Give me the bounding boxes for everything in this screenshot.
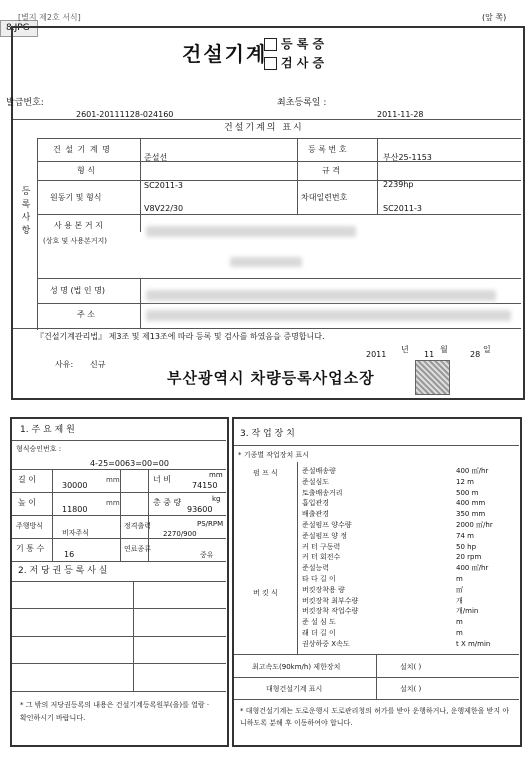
work-item-label: 타 다 길 이 xyxy=(302,575,336,583)
cylinder-label: 기 통 수 xyxy=(16,544,45,553)
work-item-label: 커 터 구동력 xyxy=(302,543,341,551)
output-label: 정격출력 xyxy=(124,522,152,530)
issue-number-value: 2601-20111128-024160 xyxy=(76,110,174,119)
length-unit-mark: mm xyxy=(106,476,120,484)
issue-year: 2011 xyxy=(366,350,387,359)
address-label: 주 소 xyxy=(77,310,95,319)
approval-value: 4-25=0063=00=00 xyxy=(90,459,169,468)
registration-vertical-label: 등록사항 xyxy=(21,187,31,236)
work-item-value: 12 m xyxy=(456,478,474,486)
base-location-redacted-2 xyxy=(230,257,302,267)
work-item-value: t X m/min xyxy=(456,640,491,648)
pump-type-label: 펌 프 식 xyxy=(253,469,278,477)
weight-label: 총 중 량 xyxy=(153,498,182,507)
day-unit: 일 xyxy=(483,345,491,354)
work-item-value: 개 xyxy=(456,597,463,605)
base-location-sublabel: (상호 및 사용본거지) xyxy=(43,237,108,245)
work-item-label: 토출배송거리 xyxy=(302,489,343,497)
work-item-value: 2000 ㎥/hr xyxy=(456,521,493,529)
engine-value: V8V22/30 xyxy=(144,204,184,213)
speed-limiter-value: 설치( ) xyxy=(400,663,422,671)
work-item-value: 400 ㎥/hr xyxy=(456,467,489,475)
official-seal xyxy=(415,360,450,395)
first-registration-value: 2011-11-28 xyxy=(377,110,424,119)
height-unit-mark: mm xyxy=(106,499,120,507)
work-item-label: 버킷장착 최부수량 xyxy=(302,597,359,605)
approval-label: 형식승인번호 : xyxy=(16,445,62,453)
height-label: 높 이 xyxy=(18,498,36,507)
work-item-label: 준설심도 xyxy=(302,478,330,486)
spec-label: 규 격 xyxy=(322,166,340,175)
base-location-label: 사 용 본 거 지 xyxy=(54,221,103,230)
work-item-value: m xyxy=(456,629,463,637)
machine-name-value: 준설선 xyxy=(144,153,168,162)
work-item-label: 버킷장착 작업수량 xyxy=(302,607,359,615)
large-machine-value: 설치( ) xyxy=(400,685,422,693)
lien-note: * 그 밖의 저당권등록의 내용은 건설기계등록원부(을)를 열람 · 확인하시기 바랍니다. xyxy=(20,701,210,722)
weight-value: 93600 xyxy=(187,505,213,514)
file-badge-text: 8.JPG xyxy=(6,23,30,33)
output-unit: PS/RPM xyxy=(197,520,224,528)
model-value: SC2011-3 xyxy=(144,181,183,190)
work-item-value: m xyxy=(456,618,463,626)
page-side: (앞 쪽) xyxy=(482,13,507,22)
work-item-label: 버킷장착용 량 xyxy=(302,586,345,594)
base-location-redacted xyxy=(146,226,356,237)
work-item-value: 400 ㎥/hr xyxy=(456,564,489,572)
year-unit: 년 xyxy=(401,345,409,354)
width-unit: mm xyxy=(209,471,223,479)
speed-limiter-label: 최고속도(90km/h) 제한장치 xyxy=(252,663,341,671)
work-footnote: * 대형건설기계는 도로운행시 도로관리청의 허가를 받아 운행하거나, 운행제한을 받지 아니하도록 분해 후 이동하여야 합니다. xyxy=(240,707,510,727)
work-item-value: 500 m xyxy=(456,489,479,497)
section-title: 건설기계의 표시 xyxy=(224,123,304,133)
owner-label: 성 명 (법 인 명) xyxy=(50,286,106,295)
chassis-value: SC2011-3 xyxy=(383,204,422,213)
issue-day: 28 xyxy=(470,350,481,359)
work-item-value: m xyxy=(456,575,463,583)
owner-redacted xyxy=(146,290,496,301)
length-value: 30000 xyxy=(62,481,88,490)
work-item-label: 준 설 심 도 xyxy=(302,618,336,626)
spec-value: 2239hp xyxy=(383,180,414,189)
work-heading: 3. 작 업 장 치 xyxy=(240,429,295,439)
work-item-label: 준설능력 xyxy=(302,564,330,572)
length-label: 길 이 xyxy=(18,475,36,484)
lien-heading: 2. 저 당 권 등 록 사 실 xyxy=(18,566,108,576)
work-item-label: 준설펌프 양 정 xyxy=(302,532,348,540)
first-registration-label: 최초등록일 : xyxy=(277,98,327,108)
form-label: [별지 제2호 서식] xyxy=(18,13,81,22)
work-item-value: 400 mm xyxy=(456,499,486,507)
work-item-value: 20 rpm xyxy=(456,553,482,561)
issuer-name: 부산광역시 차량등록사업소장 xyxy=(167,369,375,387)
title-option-inspection: 검 사 증 xyxy=(281,56,325,70)
reason-label: 사유: xyxy=(55,360,74,369)
work-item-label: 배출관경 xyxy=(302,510,330,518)
drive-value: 비자주식 xyxy=(62,529,90,537)
height-value: 11800 xyxy=(62,505,88,514)
month-unit: 월 xyxy=(440,345,448,354)
work-item-label: 커 터 회전수 xyxy=(302,553,341,561)
reason-value: 신규 xyxy=(90,360,106,369)
width-label: 너 비 xyxy=(153,475,171,484)
address-redacted xyxy=(146,310,511,321)
work-item-value: 350 mm xyxy=(456,510,486,518)
checkbox-registration[interactable] xyxy=(264,38,277,51)
certificate-frame xyxy=(11,26,525,400)
width-value: 74150 xyxy=(192,481,218,490)
checkbox-inspection[interactable] xyxy=(264,57,277,70)
model-label: 형 식 xyxy=(77,166,95,175)
work-item-label: 흡입관경 xyxy=(302,499,330,507)
work-item-value: 개/min xyxy=(456,607,479,615)
work-item-label: 준설펌프 양수량 xyxy=(302,521,352,529)
work-subheading: * 기종별 작업장치 표시 xyxy=(238,451,310,459)
drive-label: 주행방식 xyxy=(16,522,44,530)
fuel-label: 연료종류 xyxy=(124,545,152,553)
work-item-label: 준설배송량 xyxy=(302,467,336,475)
work-item-value: 74 m xyxy=(456,532,474,540)
fuel-value: 중유 xyxy=(200,551,214,559)
work-item-label: 권상하중 X속도 xyxy=(302,640,350,648)
title-option-registration: 등 록 증 xyxy=(281,37,325,51)
weight-unit: kg xyxy=(212,495,221,503)
machine-name-label: 건 설 기 계 명 xyxy=(53,145,111,154)
cylinder-value: 16 xyxy=(64,550,75,559)
bucket-type-label: 버 킷 식 xyxy=(253,589,278,597)
reg-number-value: 부산25-1153 xyxy=(383,153,432,162)
chassis-label: 차대일련번호 xyxy=(301,193,348,202)
large-machine-label: 대형건설기계 표시 xyxy=(266,685,323,693)
engine-label: 원동기 및 형식 xyxy=(50,193,102,202)
certify-text: 『건설기계관리법』 제3조 및 제13조에 따라 등록 및 검사를 하였음을 증명합니다. xyxy=(36,332,325,341)
issue-number-label: 발급번호: xyxy=(6,98,44,108)
spec-heading: 1. 주 요 제 원 xyxy=(20,425,75,435)
work-item-value: ㎥ xyxy=(456,586,463,594)
output-value: 2270/900 xyxy=(163,530,197,538)
work-item-label: 래 더 길 이 xyxy=(302,629,336,637)
document-title: 건설기계 xyxy=(182,42,268,66)
issue-month: 11 xyxy=(424,350,435,359)
work-item-value: 50 hp xyxy=(456,543,477,551)
reg-number-label: 등 록 번 호 xyxy=(308,145,347,154)
